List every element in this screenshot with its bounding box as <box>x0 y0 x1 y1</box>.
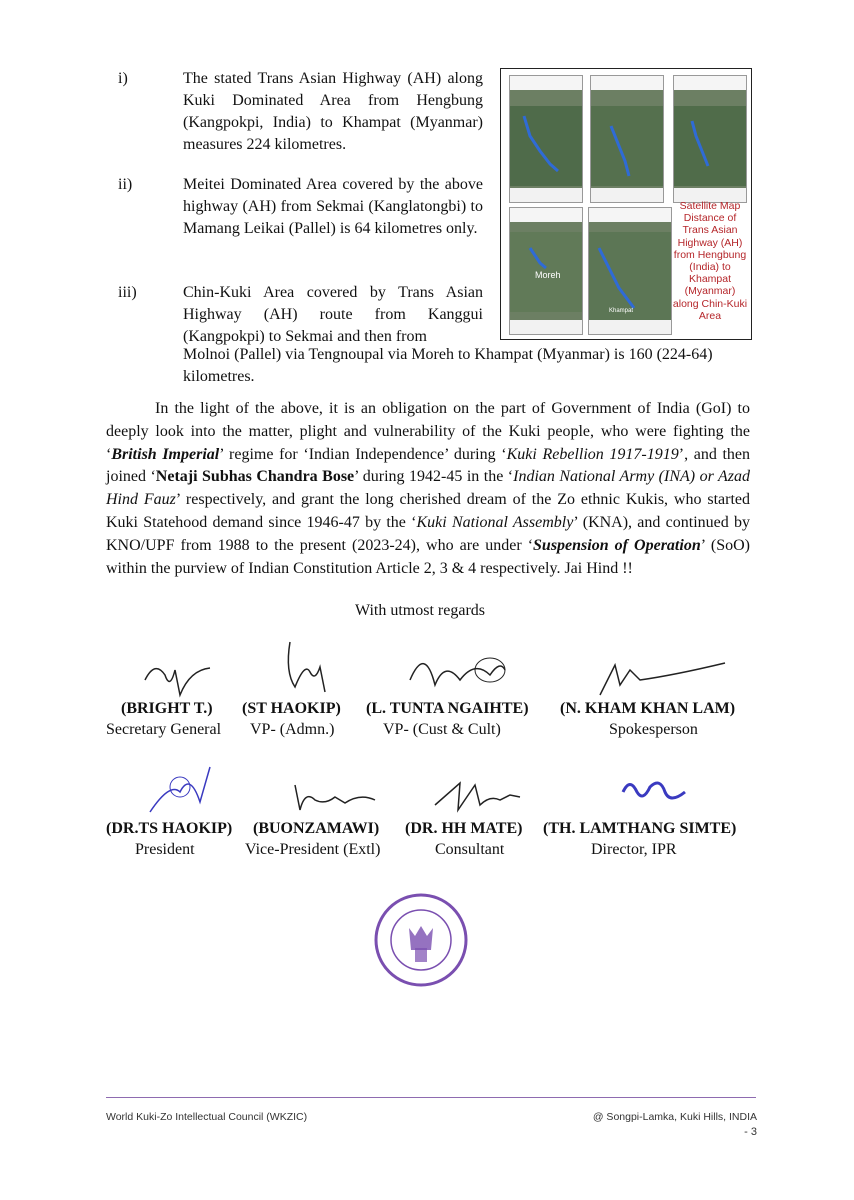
signatory-role: VP- (Cust & Cult) <box>383 721 501 738</box>
signatory-role: VP- (Admn.) <box>250 721 335 738</box>
signature-dr-ts-haokip <box>140 762 220 822</box>
signature-st-haokip <box>275 632 335 702</box>
organization-seal <box>371 890 471 990</box>
closing-regards: With utmost regards <box>355 602 485 619</box>
map-place-moreh: Moreh <box>535 270 561 280</box>
footer-rule <box>106 1097 756 1098</box>
signatory-role: Director, IPR <box>591 841 677 858</box>
signatory-name: (BRIGHT T.) <box>121 700 213 717</box>
para-emphasis: Netaji Subhas Chandra Bose <box>155 468 355 486</box>
page-number: - 3 <box>744 1126 757 1138</box>
signature-bright-t <box>140 650 220 700</box>
list-text: The stated Trans Asian Highway (AH) along Kuki Dominated Area from Hengbung (Kangpokpi, India) to Khampat (Myanmar) measures 224 kilometres. <box>183 70 483 153</box>
signatory-role: Secretary General <box>106 721 222 738</box>
para-emphasis: Indian National Army (INA) or Azad Hind Fauz <box>106 468 751 509</box>
para-emphasis: British Imperial <box>111 445 220 463</box>
signature-l-tunta-ngaihte <box>400 640 510 700</box>
para-emphasis: Suspension of Operation <box>533 536 701 554</box>
signatory-name: (DR.TS HAOKIP) <box>106 820 233 837</box>
signature-buonzamawi <box>290 775 380 815</box>
para-emphasis: Kuki Rebellion 1917-1919 <box>506 445 679 463</box>
map-screenshot-1 <box>509 75 583 203</box>
list-number: ii) <box>118 176 133 193</box>
signatory-name: (DR. HH MATE) <box>405 820 523 837</box>
signature-n-kham-khan-lam <box>595 655 735 700</box>
map-screenshot-4 <box>509 207 583 335</box>
signatory-name: (N. KHAM KHAN LAM) <box>560 700 736 717</box>
para-text: ’ respectively, and grant the long cherished dream of the Zo ethnic Kukis, who started Kuki Statehood demand since 1946-47 by the ‘ <box>106 491 751 531</box>
para-text: In the light of the above, it is an obligation on the part of Government of India (GoI) to deeply look into the matter, plight and vulnerability of the Kuki people, who were fighting the ‘ <box>106 400 750 463</box>
signatory-name: (BUONZAMAWI) <box>253 820 380 837</box>
map-place-khampat: Khampat <box>609 308 634 314</box>
map-screenshot-5 <box>588 207 672 335</box>
signature-dr-hh-mate <box>430 775 530 815</box>
para-text: ’ during 1942-45 in the ‘ <box>354 468 514 486</box>
signatory-name: (L. TUNTA NGAIHTE) <box>366 700 529 717</box>
map-screenshot-3 <box>673 75 747 203</box>
para-text: ’ (KNA), and continued by KNO/UPF from 1988 to the present (2023-24), who are under ‘ <box>106 513 750 554</box>
para-emphasis: Kuki National Assembly <box>416 513 574 531</box>
para-text: ’, and then joined ‘ <box>106 445 751 486</box>
signatory-role: Spokesperson <box>609 721 698 738</box>
list-text-bottom: Molnoi (Pallel) via Tengnoupal via Moreh to Khampat (Myanmar) is 160 (224-64) kilometres. <box>183 346 713 385</box>
signatory-role: Consultant <box>435 841 505 858</box>
map-caption: Satellite Map Distance of Trans Asian Highway (AH) from Hengbung (India) to Khampat (Myanmar) along Chin-Kuki Area <box>672 200 748 322</box>
list-text-top: Chin-Kuki Area covered by Trans Asian Highway (AH) route from Kanggui (Kangpokpi) to Sekmai and then from <box>183 284 483 345</box>
body-paragraph <box>106 398 750 580</box>
signatory-role: President <box>135 841 195 858</box>
signature-th-lamthang-simte <box>615 772 695 812</box>
footer-organization: World Kuki-Zo Intellectual Council (WKZIC) <box>106 1111 308 1123</box>
para-text: ’ (SoO) within the purview of Indian Constitution Article 2, 3 & 4 respectively. Jai Hind !! <box>106 536 751 577</box>
list-number: iii) <box>118 284 137 301</box>
list-number: i) <box>118 70 128 87</box>
para-text: ’ regime for ‘Indian Independence’ during ‘ <box>219 445 507 463</box>
footer-location: @ Songpi-Lamka, Kuki Hills, INDIA <box>592 1111 757 1123</box>
signatory-name: (TH. LAMTHANG SIMTE) <box>543 820 737 837</box>
list-text: Meitei Dominated Area covered by the above highway (AH) from Sekmai (Kanglatongbi) to Mamang Leikai (Pallel) is 64 kilometres only. <box>183 176 483 237</box>
signatory-role: Vice-President (Extl) <box>245 841 381 858</box>
map-screenshot-2 <box>590 75 664 203</box>
signatory-name: (ST HAOKIP) <box>242 700 341 717</box>
